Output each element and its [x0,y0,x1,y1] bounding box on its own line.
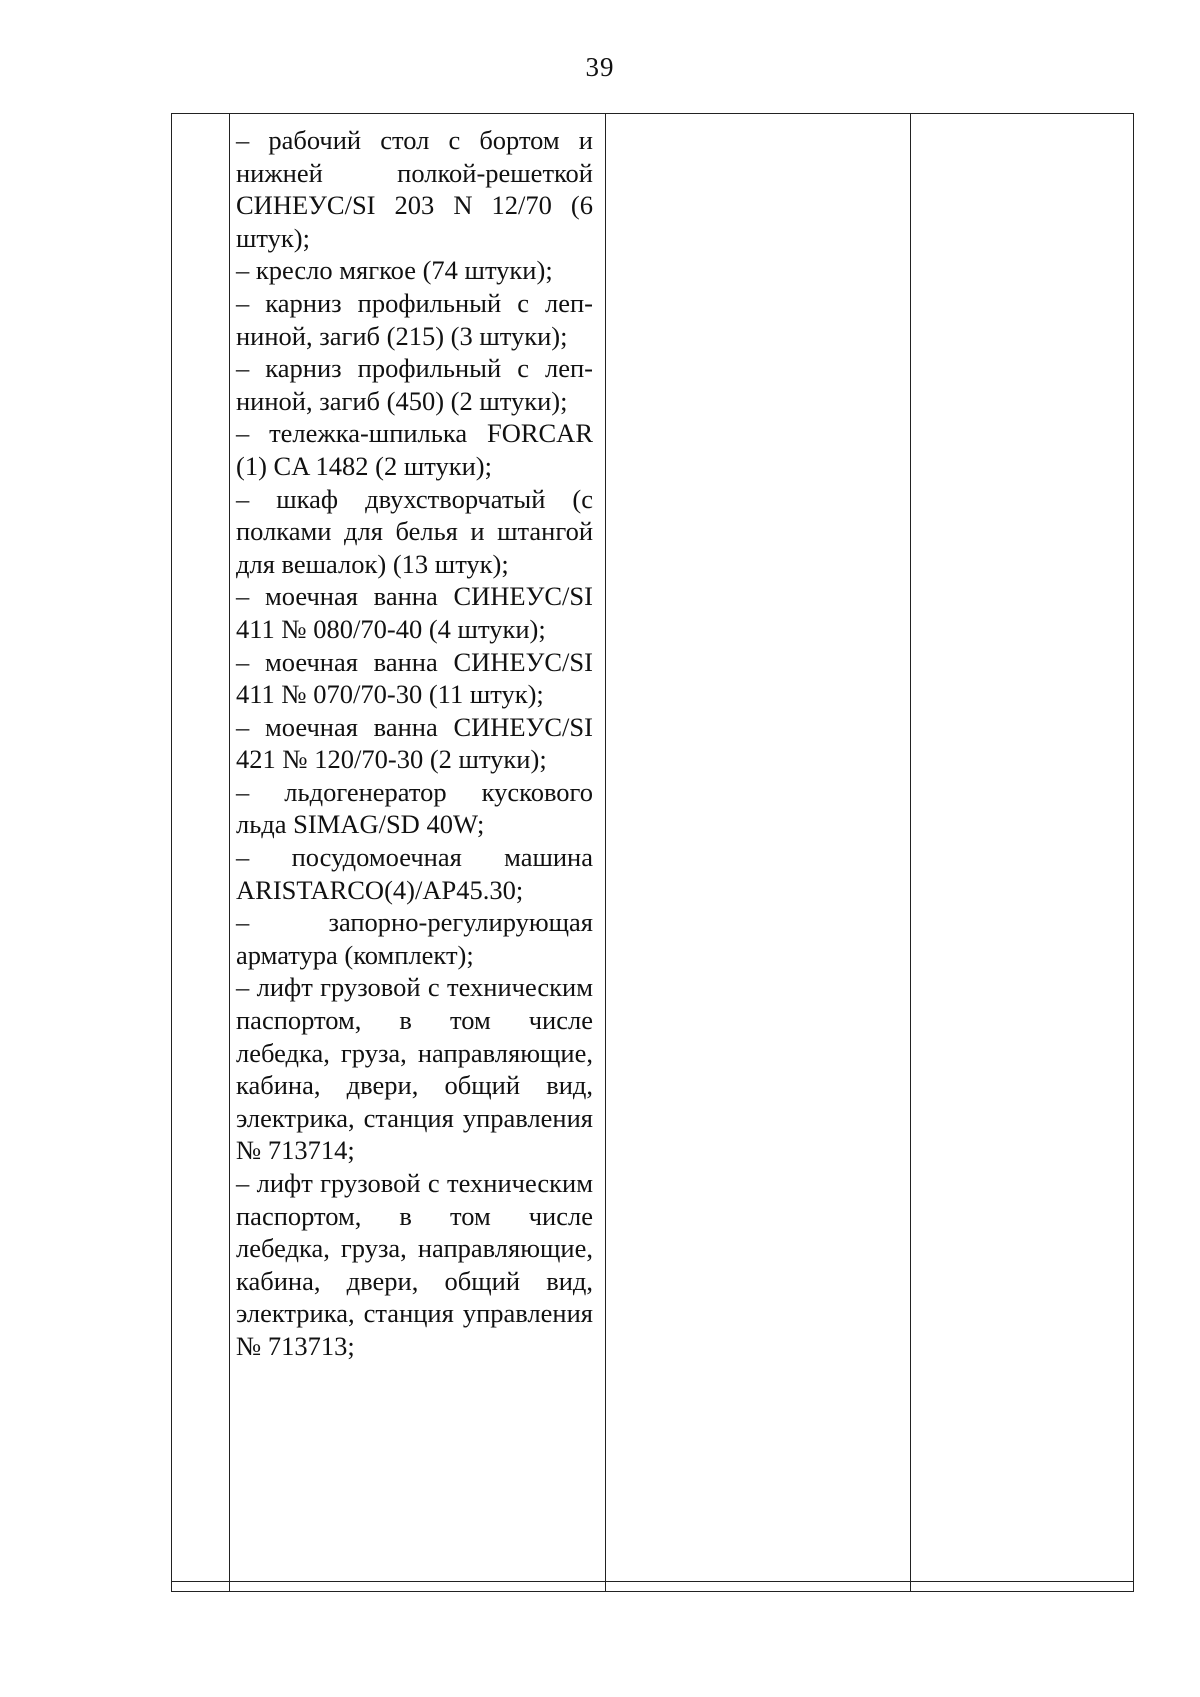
list-item: – льдогенератор кускового льда SIMAG/SD 40W; [236,776,593,840]
list-item: – карниз профильный с лепниной, загиб (450) (2 штуки); [236,353,593,416]
list-item: – моечная ванна СИНЕУС/SI 411 № 080/70-40 (4 штуки); [236,581,593,644]
list-item: – лифт грузовой с техническим паспортом, в том числе лебедка, груза, направляющие, кабина, двери, общий вид, электрика, станция управления № 713714; [236,972,593,1166]
list-item: – шкаф двухстворчатый (с полками для белья и штангой для вешалок) (13 штук); [236,483,593,579]
column-divider-2 [605,114,606,1591]
list-item: – запорно-регулирующая арматура (комплект); [236,907,593,970]
list-item: – лифт грузовой с техническим паспортом, в том числе лебедка, груза, направляющие, кабина, двери, общий вид, электрика, станция управления № 713713; [236,1168,593,1361]
column-divider-3 [910,114,911,1591]
list-item: – карниз профильный с лепниной, загиб (215) (3 штуки); [236,287,593,351]
list-item: – тележка-шпилька FORCAR (1) CA 1482 (2 штуки); [236,418,593,481]
list-item: – кресло мягкое (74 штуки); [236,255,553,286]
list-item: – моечная ванна СИНЕУС/SI 421 № 120/70-30 (2 штуки); [236,711,593,775]
table-bottom-border [172,1581,1133,1582]
page-number: 39 [585,52,615,82]
column-divider-1 [229,114,230,1591]
list-item: – рабочий стол с бортом и нижней полкой-решеткой СИНЕУС/SI 203 N 12/70 (6 штук); [236,125,593,253]
equipment-table [171,113,1134,1592]
list-item: – моечная ванна СИНЕУС/SI 411 № 070/70-30 (11 штук); [236,646,593,710]
list-item: – посудомоечная машина ARISTARCO(4)/AP45.30; [236,842,593,905]
equipment-list-cell [236,124,593,1363]
